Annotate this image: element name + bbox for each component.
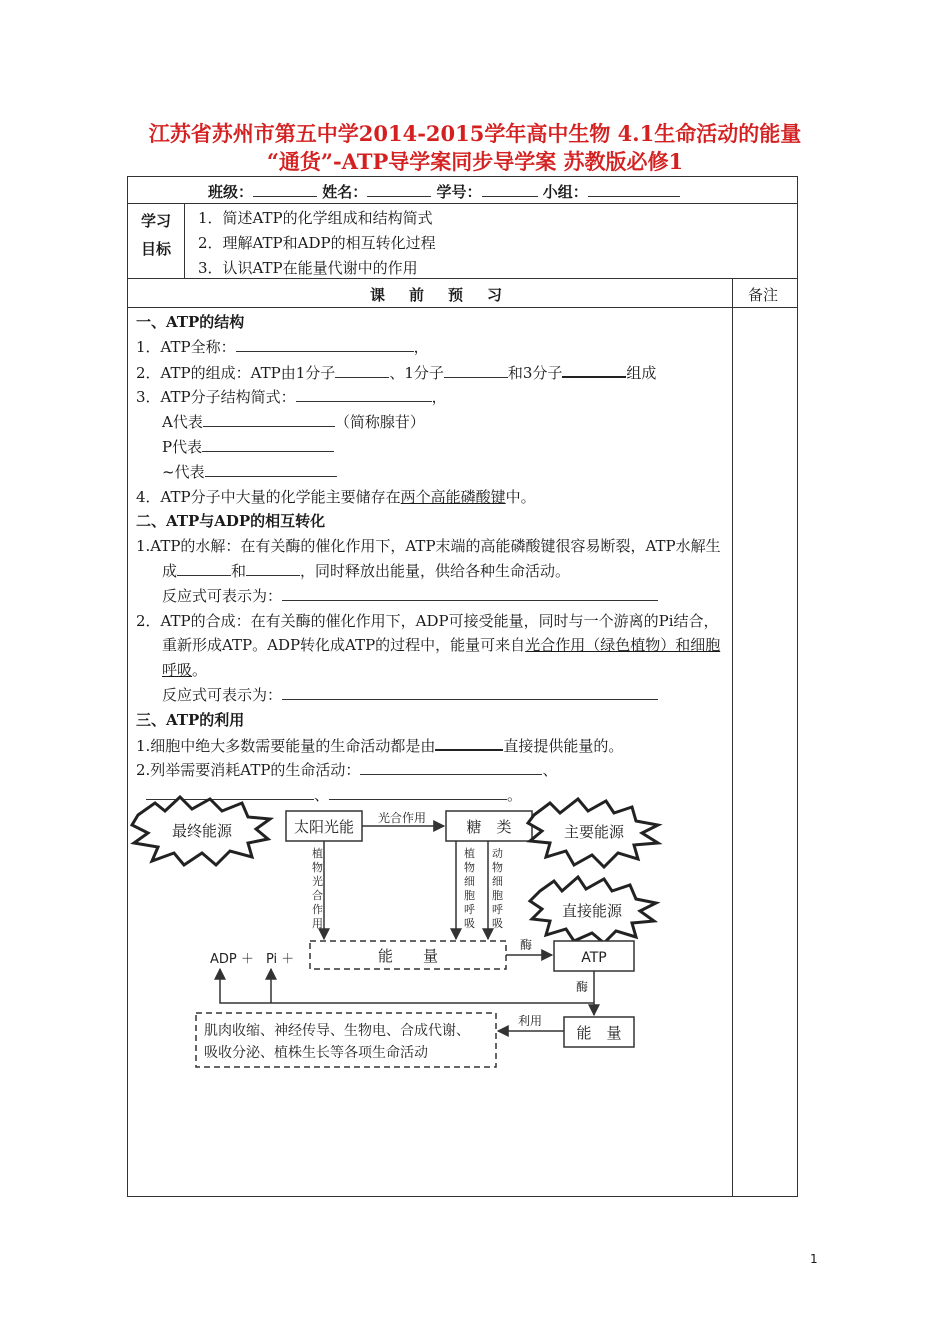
a-represents	[136, 410, 728, 435]
number-label: 学号：	[436, 183, 482, 201]
goal-item: 1．简述ATP的化学组成和结构简式	[198, 209, 433, 227]
title-line-2: “通货”-ATP导学案同步导学案 苏教版必修1	[266, 149, 684, 174]
formula-label: 反应式可表示为：	[162, 685, 283, 704]
q3-text: 3．ATP分子结构简式：	[136, 388, 296, 407]
name-label: 姓名：	[322, 183, 368, 201]
answer-blank[interactable]	[296, 385, 432, 402]
group-label: 小组：	[542, 183, 588, 201]
number-blank[interactable]	[482, 180, 538, 197]
energy-box-2	[564, 1017, 634, 1047]
punct: 。	[507, 786, 523, 805]
row-divider	[128, 203, 797, 204]
use-label: 利用	[518, 1014, 543, 1028]
use-text: 直接提供能量的。	[503, 736, 624, 755]
formula-blank[interactable]	[282, 683, 658, 700]
goals-label-line2: 目标	[140, 240, 171, 258]
plant-photo-label	[312, 846, 323, 930]
q4-underlined: 两个高能磷酸键	[400, 487, 506, 506]
a-rep-label: A代表	[162, 413, 203, 432]
use-question-1	[136, 733, 728, 759]
answer-blank[interactable]	[444, 361, 508, 378]
vertical-char: 光	[312, 875, 323, 888]
vertical-char: 植	[312, 847, 323, 860]
burst-final-label: 最终能源	[171, 822, 233, 840]
burst-direct-energy	[530, 877, 656, 943]
vertical-char: 胞	[464, 889, 475, 902]
sun-label: 太阳光能	[293, 818, 355, 836]
q4-text: 中。	[505, 487, 536, 506]
answer-blank[interactable]	[246, 559, 300, 576]
punct: 、	[542, 761, 558, 780]
adp-label: ADP ＋	[210, 952, 254, 967]
punct: ，	[431, 388, 447, 407]
q2-text: 组成	[626, 363, 657, 382]
section-heading: 一、ATP的结构	[136, 313, 245, 331]
use-text: 2.列举需要消耗ATP的生命活动：	[136, 761, 361, 780]
preview-header: 课前预习	[370, 286, 527, 304]
pi-label: Pi ＋	[266, 952, 295, 967]
p-represents	[136, 435, 728, 460]
answer-blank[interactable]	[562, 360, 626, 378]
synthesis-text: 。	[192, 661, 208, 680]
q2-text: 、1分子	[389, 363, 444, 382]
answer-blank[interactable]	[435, 733, 503, 751]
vertical-char: 细	[464, 875, 475, 888]
question-4	[136, 485, 728, 510]
photo-label: 光合作用	[377, 811, 427, 825]
sugar-box	[446, 811, 532, 841]
preview-content	[136, 310, 728, 808]
energy-box-1	[310, 941, 506, 969]
use-question-2	[136, 758, 728, 783]
vertical-char: 物	[464, 861, 475, 874]
atp-label: ATP	[581, 950, 607, 966]
synthesis-paragraph	[136, 609, 728, 683]
student-info-row	[208, 180, 680, 202]
burst-main-energy	[528, 799, 658, 867]
enzyme2-label: 酶	[576, 980, 589, 994]
row-divider	[128, 307, 797, 308]
question-2	[136, 360, 728, 386]
answer-blank[interactable]	[205, 460, 337, 477]
energy2-label: 能 量	[576, 1024, 622, 1042]
plant-resp-label	[464, 846, 475, 930]
title-line-1: 江苏省苏州市第五中学2014-2015学年高中生物 4.1生命活动的能量	[148, 121, 802, 146]
col-divider	[184, 203, 185, 278]
use-text: 1.细胞中绝大多数需要能量的生命活动都是由	[136, 736, 436, 755]
synthesis-underlined: 光合作用（绿色植物）和细胞呼吸	[162, 636, 721, 680]
class-label: 班级：	[208, 183, 254, 201]
goals-label	[136, 207, 176, 263]
activities-line1: 肌肉收缩、神经传导、生物电、合成代谢、	[204, 1023, 470, 1039]
goals-list	[198, 206, 436, 281]
a-note: （简称腺苷）	[334, 413, 425, 432]
vertical-char: 物	[312, 861, 323, 874]
return-arrow-adp	[220, 969, 594, 1003]
page-number: 1	[810, 1252, 818, 1266]
goals-label-line1: 学习	[140, 212, 171, 230]
hydrolysis-text: 和	[231, 561, 247, 580]
p-rep-label: P代表	[162, 437, 203, 456]
q4-text: 4．ATP分子中大量的化学能主要储存在	[136, 487, 401, 506]
section-heading: 三、ATP的利用	[136, 710, 245, 729]
tilde-represents	[136, 460, 728, 485]
col-divider	[732, 278, 733, 1196]
vertical-char: 物	[492, 861, 503, 874]
vertical-char: 作	[312, 903, 323, 916]
burst-direct-label: 直接能源	[561, 902, 623, 920]
answer-blank[interactable]	[236, 335, 414, 352]
burst-main-label: 主要能源	[563, 823, 625, 841]
answer-blank[interactable]	[177, 559, 231, 576]
burst-final-energy	[132, 797, 270, 865]
vertical-char: 呼	[464, 903, 475, 916]
question-1	[136, 335, 728, 360]
group-blank[interactable]	[588, 180, 680, 197]
sun-energy-box	[286, 811, 362, 841]
activities-line2: 吸收分泌、植株生长等各项生命活动	[204, 1045, 428, 1061]
sugar-label: 糖 类	[466, 818, 512, 836]
answer-blank[interactable]	[335, 361, 389, 378]
synthesis-text: 2．ATP的合成：在有关酶的催化作用下，ADP可接受能量，同时与一个游离的Pi结合，重新形成ATP。ADP转化成ATP的过程中，能量可来自	[136, 611, 719, 655]
q1-text: 1．ATP全称：	[136, 337, 236, 356]
answer-blank[interactable]	[202, 435, 334, 452]
vertical-char: 用	[312, 917, 323, 930]
formula-blank[interactable]	[282, 584, 658, 601]
vertical-char: 植	[464, 847, 475, 860]
enzyme1-label: 酶	[520, 938, 533, 952]
energy1-label: 能 量	[377, 947, 439, 965]
formula-line	[136, 584, 728, 609]
tilde-rep-label: ~代表	[162, 462, 205, 481]
punct: ，	[413, 337, 429, 356]
hydrolysis-text: 1.ATP的水解：在有关酶的催化作用下，ATP末端的高能磷酸键很容易断裂，ATP水解生成	[136, 537, 721, 580]
q2-text: 2．ATP的组成：ATP由1分子	[136, 363, 336, 382]
section-heading: 二、ATP与ADP的相互转化	[136, 512, 326, 531]
vertical-char: 胞	[492, 889, 503, 902]
vertical-char: 呼	[492, 903, 503, 916]
answer-blank[interactable]	[360, 758, 542, 775]
hydrolysis-paragraph	[136, 534, 728, 584]
formula-label: 反应式可表示为：	[162, 586, 283, 605]
atp-energy-diagram	[130, 795, 690, 1080]
formula-line	[136, 683, 728, 708]
document-title	[120, 120, 830, 176]
hydrolysis-text: ，同时释放出能量，供给各种生命活动。	[300, 561, 571, 580]
punct: 、	[314, 786, 330, 805]
name-blank[interactable]	[367, 180, 431, 197]
answer-blank[interactable]	[203, 410, 335, 427]
vertical-char: 吸	[464, 917, 475, 930]
atp-box	[554, 941, 634, 971]
vertical-char: 细	[492, 875, 503, 888]
vertical-char: 合	[312, 889, 323, 902]
goal-item: 3．认识ATP在能量代谢中的作用	[198, 259, 418, 277]
animal-resp-label	[492, 846, 503, 930]
notes-header: 备注	[748, 286, 779, 304]
vertical-char: 吸	[492, 917, 503, 930]
question-3	[136, 385, 728, 410]
life-activities-box	[196, 1013, 496, 1067]
vertical-char: 动	[492, 847, 503, 860]
goal-item: 2．理解ATP和ADP的相互转化过程	[198, 234, 436, 252]
class-blank[interactable]	[253, 180, 317, 197]
q2-text: 和3分子	[507, 363, 563, 382]
